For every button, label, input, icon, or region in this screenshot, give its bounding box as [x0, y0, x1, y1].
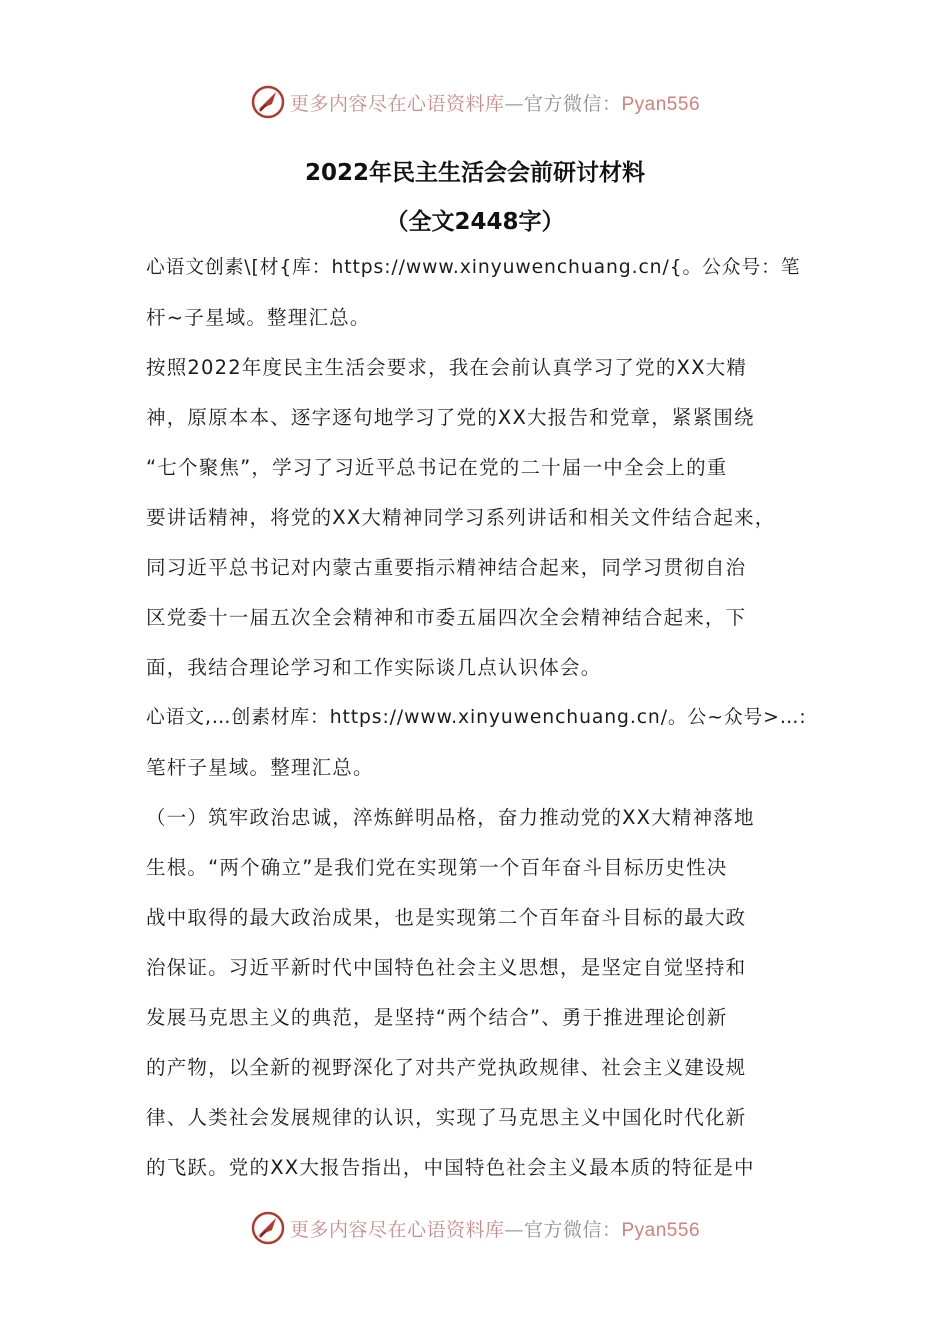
- banner-text: 更多内容尽在心语资料库—官方微信：Pyan556: [289, 1218, 701, 1241]
- footer-banner: [0, 1208, 950, 1248]
- text-line: 战中取得的最大政治成果，也是实现第二个百年奋斗目标的最大政: [146, 906, 747, 929]
- text-line: 发展马克思主义的典范，是坚持“两个结合”、勇于推进理论创新: [146, 1006, 728, 1029]
- document-body: [146, 243, 810, 1193]
- document-title: 2022年民主生活会会前研讨材料: [304, 160, 645, 186]
- text-line: 同习近平总书记对内蒙古重要指示精神结合起来，同学习贯彻自治: [146, 556, 747, 579]
- text-line: 治保证。习近平新时代中国特色社会主义思想，是坚定自觉坚持和: [146, 956, 747, 979]
- text-line: 心语文创素\[材{库：https://www.xinyuwenchuang.cn/{。公众号：笔: [146, 257, 801, 278]
- document-subtitle: （全文2448字）: [385, 209, 565, 235]
- text-line: 的飞跃。党的XX大报告指出，中国特色社会主义最本质的特征是中: [146, 1156, 755, 1179]
- text-line: 杆~子星域。整理汇总。: [146, 306, 371, 329]
- text-line: （一）筑牢政治忠诚，淬炼鲜明品格，奋力推动党的XX大精神落地: [146, 806, 755, 829]
- header-banner: [0, 82, 950, 122]
- text-line: 区党委十一届五次全会精神和市委五届四次全会精神结合起来，下: [146, 606, 747, 629]
- quill-logo-icon: [250, 84, 286, 120]
- text-line: 心语文,…创素材库：https://www.xinyuwenchuang.cn/。公~众号>…:: [146, 707, 807, 728]
- text-line: 面，我结合理论学习和工作实际谈几点认识体会。: [146, 656, 602, 679]
- text-line: 的产物，以全新的视野深化了对共产党执政规律、社会主义建设规: [146, 1056, 747, 1079]
- text-line: 律、人类社会发展规律的认识，实现了马克思主义中国化时代化新: [146, 1106, 747, 1129]
- text-line: 要讲话精神，将党的XX大精神同学习系列讲话和相关文件结合起来，: [146, 506, 776, 529]
- banner-text: 更多内容尽在心语资料库—官方微信：Pyan556: [289, 92, 701, 115]
- text-line: 生根。“两个确立”是我们党在实现第一个百年奋斗目标历史性决: [146, 856, 728, 879]
- text-line: 笔杆子星域。整理汇总。: [146, 756, 374, 779]
- text-line: “七个聚焦”，学习了习近平总书记在党的二十届一中全会上的重: [146, 456, 728, 479]
- text-line: 神，原原本本、逐字逐句地学习了党的XX大报告和党章，紧紧围绕: [146, 406, 755, 429]
- quill-logo-icon: [250, 1210, 286, 1246]
- text-line: 按照2022年度民主生活会要求，我在会前认真学习了党的XX大精: [146, 356, 748, 379]
